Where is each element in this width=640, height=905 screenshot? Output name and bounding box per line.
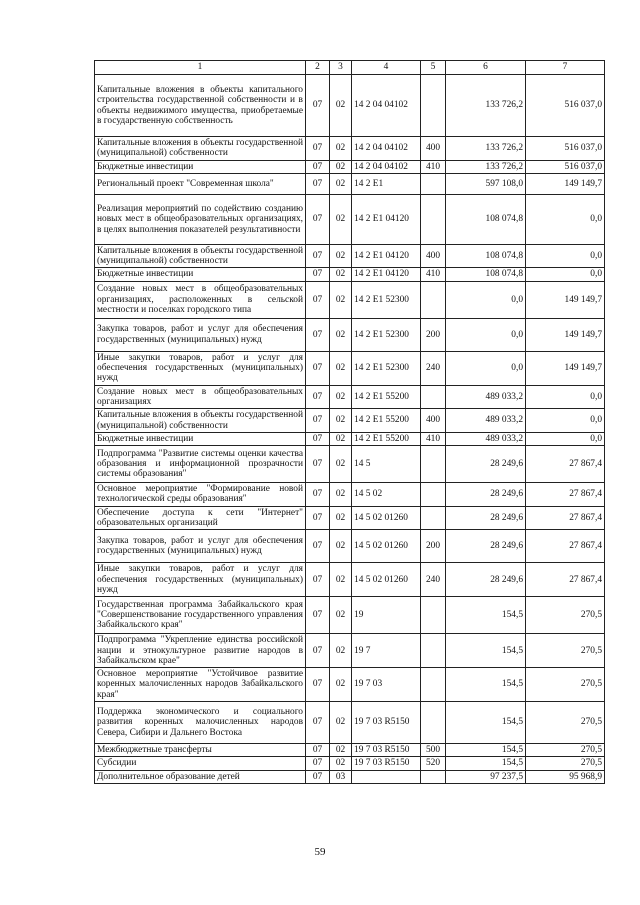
table-cell-section: 07 <box>306 409 330 433</box>
table-cell-subsection: 02 <box>330 409 352 433</box>
table-cell-expense-type: 200 <box>421 318 446 351</box>
table-cell-target-article <box>352 770 421 783</box>
table-cell-subsection: 02 <box>330 318 352 351</box>
table-cell-subsection: 02 <box>330 244 352 268</box>
table-cell-subsection: 02 <box>330 194 352 244</box>
table-cell-target-article: 14 5 02 01260 <box>352 563 421 597</box>
table-cell-expense-type: 400 <box>421 409 446 433</box>
table-cell-section: 07 <box>306 668 330 702</box>
table-cell-target-article: 19 <box>352 597 421 634</box>
table-cell-section: 07 <box>306 75 330 137</box>
table-cell-amount-1: 154,5 <box>446 597 526 634</box>
table-cell-name: Основное мероприятие "Устойчивое развитие коренных малочисленных народов Забайкальского края" <box>95 668 306 702</box>
table-cell-amount-2: 27 867,4 <box>526 530 605 563</box>
table-cell-expense-type <box>421 634 446 668</box>
table-row <box>95 770 605 783</box>
table-cell-name: Закупка товаров, работ и услуг для обеспечения государственных (муниципальных) нужд <box>95 318 306 351</box>
table-cell-amount-1: 28 249,6 <box>446 530 526 563</box>
table-cell-name: Обеспечение доступа к сети "Интернет" образовательных организаций <box>95 506 306 530</box>
table-cell-amount-2: 0,0 <box>526 194 605 244</box>
table-cell-subsection: 02 <box>330 137 352 161</box>
table-body <box>95 75 605 784</box>
table-cell-name: Капитальные вложения в объекты капитального строительства государственной собственности и в объекты недвижимого имущества, приобретаемые в государственную собственность <box>95 75 306 137</box>
table-cell-subsection: 02 <box>330 268 352 281</box>
table-cell-section: 07 <box>306 634 330 668</box>
table-cell-section: 07 <box>306 318 330 351</box>
table-cell-section: 07 <box>306 530 330 563</box>
table-cell-expense-type <box>421 385 446 409</box>
column-header: 1 <box>95 61 306 75</box>
table-cell-expense-type <box>421 281 446 318</box>
table-cell-section: 07 <box>306 173 330 194</box>
table-row <box>95 483 605 507</box>
table-cell-expense-type: 200 <box>421 530 446 563</box>
table-cell-name: Региональный проект "Современная школа" <box>95 173 306 194</box>
table-cell-section: 07 <box>306 281 330 318</box>
table-cell-subsection: 02 <box>330 634 352 668</box>
table-cell-target-article: 14 2 E1 52300 <box>352 281 421 318</box>
table-cell-section: 07 <box>306 702 330 744</box>
table-cell-name: Реализация мероприятий по содействию созданию новых мест в общеобразовательных организациях, в целях выполнения показателей результативности <box>95 194 306 244</box>
table-cell-target-article: 19 7 03 R5150 <box>352 744 421 757</box>
table-cell-expense-type: 400 <box>421 244 446 268</box>
table-cell-subsection: 03 <box>330 770 352 783</box>
table-cell-expense-type <box>421 770 446 783</box>
table-cell-target-article: 19 7 03 R5150 <box>352 757 421 770</box>
table-cell-expense-type <box>421 194 446 244</box>
table-cell-amount-2: 516 037,0 <box>526 137 605 161</box>
column-header: 3 <box>330 61 352 75</box>
table-cell-subsection: 02 <box>330 506 352 530</box>
table-row <box>95 446 605 483</box>
table-cell-expense-type <box>421 483 446 507</box>
table-header-row <box>95 61 605 75</box>
table-cell-amount-1: 133 726,2 <box>446 160 526 173</box>
table-cell-section: 07 <box>306 351 330 385</box>
table-cell-target-article: 14 2 E1 04120 <box>352 268 421 281</box>
table-cell-subsection: 02 <box>330 75 352 137</box>
table-cell-amount-1: 154,5 <box>446 634 526 668</box>
table-cell-expense-type <box>421 668 446 702</box>
table-cell-expense-type: 410 <box>421 432 446 445</box>
table-cell-section: 07 <box>306 268 330 281</box>
table-cell-subsection: 02 <box>330 160 352 173</box>
table-cell-amount-2: 149 149,7 <box>526 173 605 194</box>
table-cell-expense-type: 240 <box>421 563 446 597</box>
table-cell-amount-1: 489 033,2 <box>446 432 526 445</box>
table-cell-target-article: 14 5 <box>352 446 421 483</box>
table-cell-section: 07 <box>306 757 330 770</box>
table-row <box>95 160 605 173</box>
table-cell-name: Дополнительное образование детей <box>95 770 306 783</box>
table-cell-amount-1: 0,0 <box>446 318 526 351</box>
table-cell-expense-type: 410 <box>421 160 446 173</box>
column-header: 7 <box>526 61 605 75</box>
table-cell-name: Капитальные вложения в объекты государственной (муниципальной) собственности <box>95 137 306 161</box>
table-cell-subsection: 02 <box>330 351 352 385</box>
table-cell-section: 07 <box>306 432 330 445</box>
table-cell-amount-1: 489 033,2 <box>446 385 526 409</box>
table-cell-name: Подпрограмма "Укрепление единства российской нации и этнокультурное развитие народов в Забайкальском крае" <box>95 634 306 668</box>
table-cell-subsection: 02 <box>330 385 352 409</box>
table-cell-target-article: 14 2 04 04102 <box>352 75 421 137</box>
table-cell-target-article: 14 5 02 01260 <box>352 506 421 530</box>
table-row <box>95 385 605 409</box>
table-cell-target-article: 14 2 E1 52300 <box>352 318 421 351</box>
table-cell-amount-1: 154,5 <box>446 744 526 757</box>
table-cell-target-article: 14 2 E1 04120 <box>352 194 421 244</box>
table-cell-name: Создание новых мест в общеобразовательных организациях <box>95 385 306 409</box>
table-cell-name: Бюджетные инвестиции <box>95 268 306 281</box>
table-cell-amount-2: 27 867,4 <box>526 446 605 483</box>
table-row <box>95 268 605 281</box>
table-cell-name: Закупка товаров, работ и услуг для обеспечения государственных (муниципальных) нужд <box>95 530 306 563</box>
table-cell-amount-2: 516 037,0 <box>526 160 605 173</box>
table-cell-target-article: 19 7 <box>352 634 421 668</box>
table-cell-amount-1: 28 249,6 <box>446 506 526 530</box>
table-cell-amount-2: 0,0 <box>526 385 605 409</box>
table-row <box>95 244 605 268</box>
table-cell-subsection: 02 <box>330 702 352 744</box>
table-cell-subsection: 02 <box>330 668 352 702</box>
table-cell-amount-2: 0,0 <box>526 432 605 445</box>
table-cell-expense-type: 500 <box>421 744 446 757</box>
table-cell-amount-2: 0,0 <box>526 268 605 281</box>
table-cell-expense-type <box>421 75 446 137</box>
table-cell-amount-2: 95 968,9 <box>526 770 605 783</box>
table-row <box>95 744 605 757</box>
table-row <box>95 75 605 137</box>
table-cell-amount-2: 270,5 <box>526 668 605 702</box>
table-cell-target-article: 19 7 03 <box>352 668 421 702</box>
table-cell-name: Капитальные вложения в объекты государственной (муниципальной) собственности <box>95 409 306 433</box>
table-cell-amount-2: 149 149,7 <box>526 281 605 318</box>
table-cell-subsection: 02 <box>330 530 352 563</box>
table-cell-amount-1: 28 249,6 <box>446 483 526 507</box>
table-cell-amount-2: 27 867,4 <box>526 483 605 507</box>
table-row <box>95 668 605 702</box>
table-cell-amount-2: 270,5 <box>526 757 605 770</box>
table-cell-amount-2: 270,5 <box>526 744 605 757</box>
table-cell-expense-type: 400 <box>421 137 446 161</box>
table-cell-expense-type <box>421 446 446 483</box>
table-cell-section: 07 <box>306 597 330 634</box>
table-row <box>95 634 605 668</box>
table-cell-amount-2: 149 149,7 <box>526 318 605 351</box>
table-cell-amount-2: 149 149,7 <box>526 351 605 385</box>
table-cell-section: 07 <box>306 385 330 409</box>
table-cell-section: 07 <box>306 506 330 530</box>
table-cell-subsection: 02 <box>330 563 352 597</box>
table-cell-subsection: 02 <box>330 281 352 318</box>
table-cell-amount-2: 270,5 <box>526 597 605 634</box>
table-cell-name: Подпрограмма "Развитие системы оценки качества образования и информационной прозрачности системы образования" <box>95 446 306 483</box>
table-cell-amount-1: 489 033,2 <box>446 409 526 433</box>
table-row <box>95 563 605 597</box>
table-cell-name: Поддержка экономического и социального развития коренных малочисленных народов Севера, Сибири и Дальнего Востока <box>95 702 306 744</box>
table-cell-target-article: 14 2 04 04102 <box>352 137 421 161</box>
table-cell-target-article: 14 5 02 01260 <box>352 530 421 563</box>
table-cell-target-article: 14 2 E1 52300 <box>352 351 421 385</box>
table-cell-amount-1: 154,5 <box>446 757 526 770</box>
table-cell-target-article: 14 2 E1 55200 <box>352 385 421 409</box>
table-cell-section: 07 <box>306 770 330 783</box>
table-cell-amount-1: 97 237,5 <box>446 770 526 783</box>
table-cell-subsection: 02 <box>330 173 352 194</box>
table-row <box>95 702 605 744</box>
table-cell-amount-1: 28 249,6 <box>446 446 526 483</box>
table-row <box>95 409 605 433</box>
table-cell-amount-2: 516 037,0 <box>526 75 605 137</box>
table-cell-target-article: 14 2 04 04102 <box>352 160 421 173</box>
table-cell-subsection: 02 <box>330 446 352 483</box>
table-cell-amount-1: 108 074,8 <box>446 194 526 244</box>
page-number: 59 <box>314 846 326 858</box>
table-cell-target-article: 14 2 E1 <box>352 173 421 194</box>
column-header: 2 <box>306 61 330 75</box>
table-cell-amount-2: 27 867,4 <box>526 563 605 597</box>
table-cell-amount-1: 108 074,8 <box>446 268 526 281</box>
table-cell-name: Основное мероприятие "Формирование новой технологической среды образования" <box>95 483 306 507</box>
table-cell-amount-1: 0,0 <box>446 281 526 318</box>
table-row <box>95 318 605 351</box>
table-cell-name: Государственная программа Забайкальского края "Совершенствование государственного управления Забайкальского края" <box>95 597 306 634</box>
table-cell-target-article: 14 2 E1 55200 <box>352 409 421 433</box>
table-cell-subsection: 02 <box>330 483 352 507</box>
table-cell-section: 07 <box>306 446 330 483</box>
table-row <box>95 597 605 634</box>
table-cell-name: Субсидии <box>95 757 306 770</box>
table-cell-amount-1: 0,0 <box>446 351 526 385</box>
table-row <box>95 432 605 445</box>
table-row <box>95 530 605 563</box>
table-cell-amount-2: 27 867,4 <box>526 506 605 530</box>
table-row <box>95 281 605 318</box>
table-cell-name: Создание новых мест в общеобразовательных организациях, расположенных в сельской местности и поселках городского типа <box>95 281 306 318</box>
table-cell-amount-1: 28 249,6 <box>446 563 526 597</box>
column-header: 5 <box>421 61 446 75</box>
column-header: 4 <box>352 61 421 75</box>
table-cell-section: 07 <box>306 483 330 507</box>
budget-table <box>94 60 605 784</box>
table-cell-target-article: 14 2 E1 55200 <box>352 432 421 445</box>
table-cell-section: 07 <box>306 194 330 244</box>
table-cell-expense-type: 520 <box>421 757 446 770</box>
table-cell-section: 07 <box>306 744 330 757</box>
table-cell-expense-type <box>421 173 446 194</box>
table-cell-subsection: 02 <box>330 432 352 445</box>
table-row <box>95 351 605 385</box>
table-cell-section: 07 <box>306 244 330 268</box>
table-cell-amount-2: 0,0 <box>526 409 605 433</box>
table-cell-section: 07 <box>306 160 330 173</box>
table-cell-name: Иные закупки товаров, работ и услуг для обеспечения государственных (муниципальных) нужд <box>95 351 306 385</box>
table-cell-name: Межбюджетные трансферты <box>95 744 306 757</box>
table-cell-amount-1: 597 108,0 <box>446 173 526 194</box>
table-row <box>95 506 605 530</box>
table-cell-expense-type: 410 <box>421 268 446 281</box>
table-cell-expense-type: 240 <box>421 351 446 385</box>
table-cell-target-article: 14 2 E1 04120 <box>352 244 421 268</box>
table-cell-amount-2: 270,5 <box>526 702 605 744</box>
table-cell-subsection: 02 <box>330 757 352 770</box>
table-cell-amount-1: 108 074,8 <box>446 244 526 268</box>
table-cell-name: Капитальные вложения в объекты государственной (муниципальной) собственности <box>95 244 306 268</box>
table-row <box>95 194 605 244</box>
table-cell-amount-2: 270,5 <box>526 634 605 668</box>
table-cell-amount-1: 133 726,2 <box>446 75 526 137</box>
table-cell-expense-type <box>421 506 446 530</box>
table-cell-expense-type <box>421 702 446 744</box>
table-row <box>95 137 605 161</box>
table-cell-target-article: 19 7 03 R5150 <box>352 702 421 744</box>
column-header: 6 <box>446 61 526 75</box>
table-cell-amount-1: 133 726,2 <box>446 137 526 161</box>
table-cell-name: Бюджетные инвестиции <box>95 432 306 445</box>
table-cell-subsection: 02 <box>330 744 352 757</box>
table-cell-target-article: 14 5 02 <box>352 483 421 507</box>
table-cell-subsection: 02 <box>330 597 352 634</box>
table-cell-amount-1: 154,5 <box>446 702 526 744</box>
table-cell-name: Бюджетные инвестиции <box>95 160 306 173</box>
table-row <box>95 757 605 770</box>
table-cell-amount-2: 0,0 <box>526 244 605 268</box>
table-row <box>95 173 605 194</box>
table-cell-section: 07 <box>306 137 330 161</box>
table-cell-section: 07 <box>306 563 330 597</box>
table-cell-name: Иные закупки товаров, работ и услуг для обеспечения государственных (муниципальных) нужд <box>95 563 306 597</box>
table-cell-expense-type <box>421 597 446 634</box>
table-cell-amount-1: 154,5 <box>446 668 526 702</box>
